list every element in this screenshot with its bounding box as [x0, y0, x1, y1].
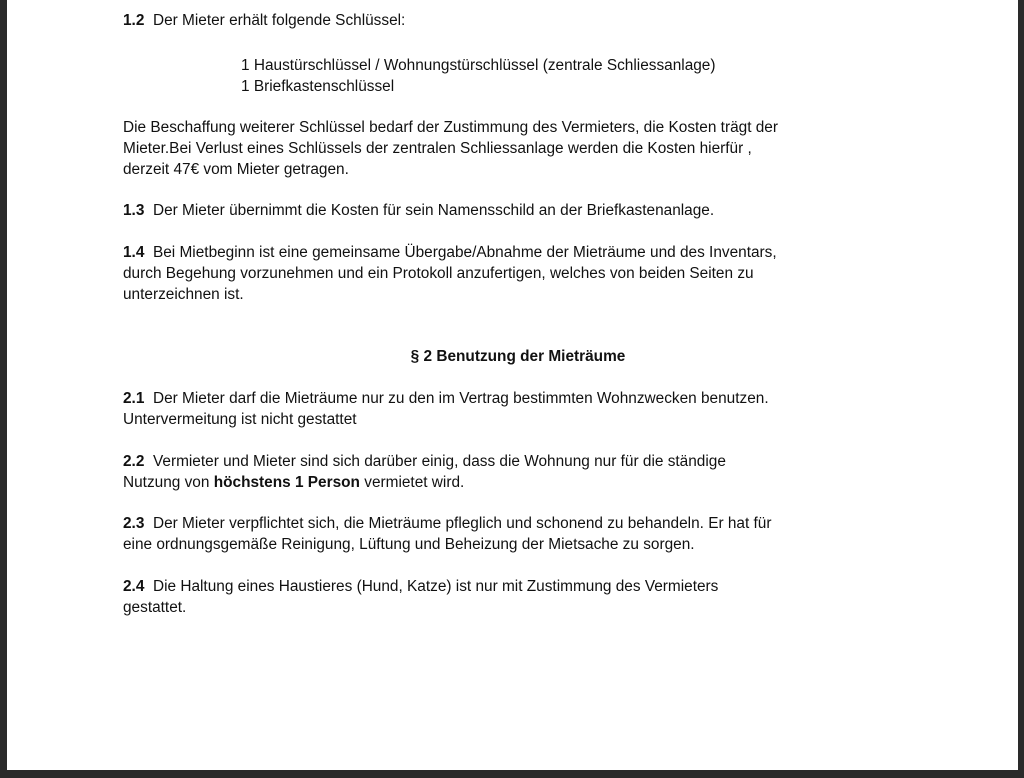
paragraph-text: Die Haltung eines Haustieres (Hund, Katze) ist nur mit Zustimmung des Vermieters: [152, 578, 719, 595]
paragraph-number: 2.2: [123, 453, 145, 470]
paragraph-number: 2.1: [123, 390, 145, 407]
text-fragment: vermietet wird.: [359, 474, 465, 491]
text-line: unterzeichnen ist.: [123, 286, 244, 303]
key-list-item: 1 Briefkastenschlüssel: [241, 78, 395, 95]
paragraph-number: 1.3: [123, 202, 145, 219]
text-line: Untervermeitung ist nicht gestattet: [123, 411, 357, 428]
text-line: [123, 513, 913, 534]
text-line: gestattet.: [123, 599, 187, 616]
text-line: eine ordnungsgemäße Reinigung, Lüftung und Beheizung der Mietsache zu sorgen.: [123, 536, 695, 553]
text-line: [123, 451, 913, 472]
text-line: Die Beschaffung weiterer Schlüssel bedarf der Zustimmung des Vermieters, die Kosten trägt der: [123, 119, 778, 136]
paragraph-1-2: [123, 10, 913, 31]
text-line: [123, 576, 913, 597]
paragraph-text: Bei Mietbeginn ist eine gemeinsame Übergabe/Abnahme der Mieträume und des Inventars,: [152, 244, 777, 261]
paragraph-2-3: [123, 513, 913, 555]
text-line: derzeit 47€ vom Mieter getragen.: [123, 161, 349, 178]
paragraph-text: Der Mieter übernimmt die Kosten für sein Namensschild an der Briefkastenanlage.: [152, 202, 715, 219]
text-line: [123, 388, 913, 409]
paragraph-number: 1.4: [123, 244, 145, 261]
document-page: [7, 0, 1018, 770]
emphasized-text: höchstens 1 Person: [213, 474, 360, 491]
paragraph-text: Der Mieter verpflichtet sich, die Mieträume pfleglich und schonend zu behandeln. Er hat für: [152, 515, 772, 532]
key-list: [241, 55, 861, 97]
paragraph-1-4: [123, 242, 913, 305]
paragraph-2-4: [123, 576, 913, 618]
text-line: Mieter.Bei Verlust eines Schlüssels der zentralen Schliessanlage werden die Kosten hierfür ,: [123, 140, 752, 157]
text-line: [123, 472, 913, 493]
text-line: durch Begehung vorzunehmen und ein Protokoll anzufertigen, welches von beiden Seiten zu: [123, 265, 754, 282]
paragraph-text: Der Mieter darf die Mieträume nur zu den im Vertrag bestimmten Wohnzwecken benutzen.: [152, 390, 769, 407]
text-fragment: Nutzung von: [123, 474, 214, 491]
paragraph-2-1: [123, 388, 913, 430]
paragraph-number: 2.4: [123, 578, 145, 595]
paragraph-key-costs: [123, 117, 913, 180]
paragraph-1-3: [123, 200, 913, 221]
paragraph-text: Der Mieter erhält folgende Schlüssel:: [152, 12, 406, 29]
text-line: [123, 242, 913, 263]
paragraph-text: Vermieter und Mieter sind sich darüber einig, dass die Wohnung nur für die ständige: [152, 453, 726, 470]
section-heading: § 2 Benutzung der Mieträume: [410, 348, 626, 365]
paragraph-2-2: [123, 451, 913, 493]
key-list-item: 1 Haustürschlüssel / Wohnungstürschlüssel (zentrale Schliessanlage): [241, 57, 716, 74]
paragraph-number: 2.3: [123, 515, 145, 532]
paragraph-number: 1.2: [123, 12, 145, 29]
